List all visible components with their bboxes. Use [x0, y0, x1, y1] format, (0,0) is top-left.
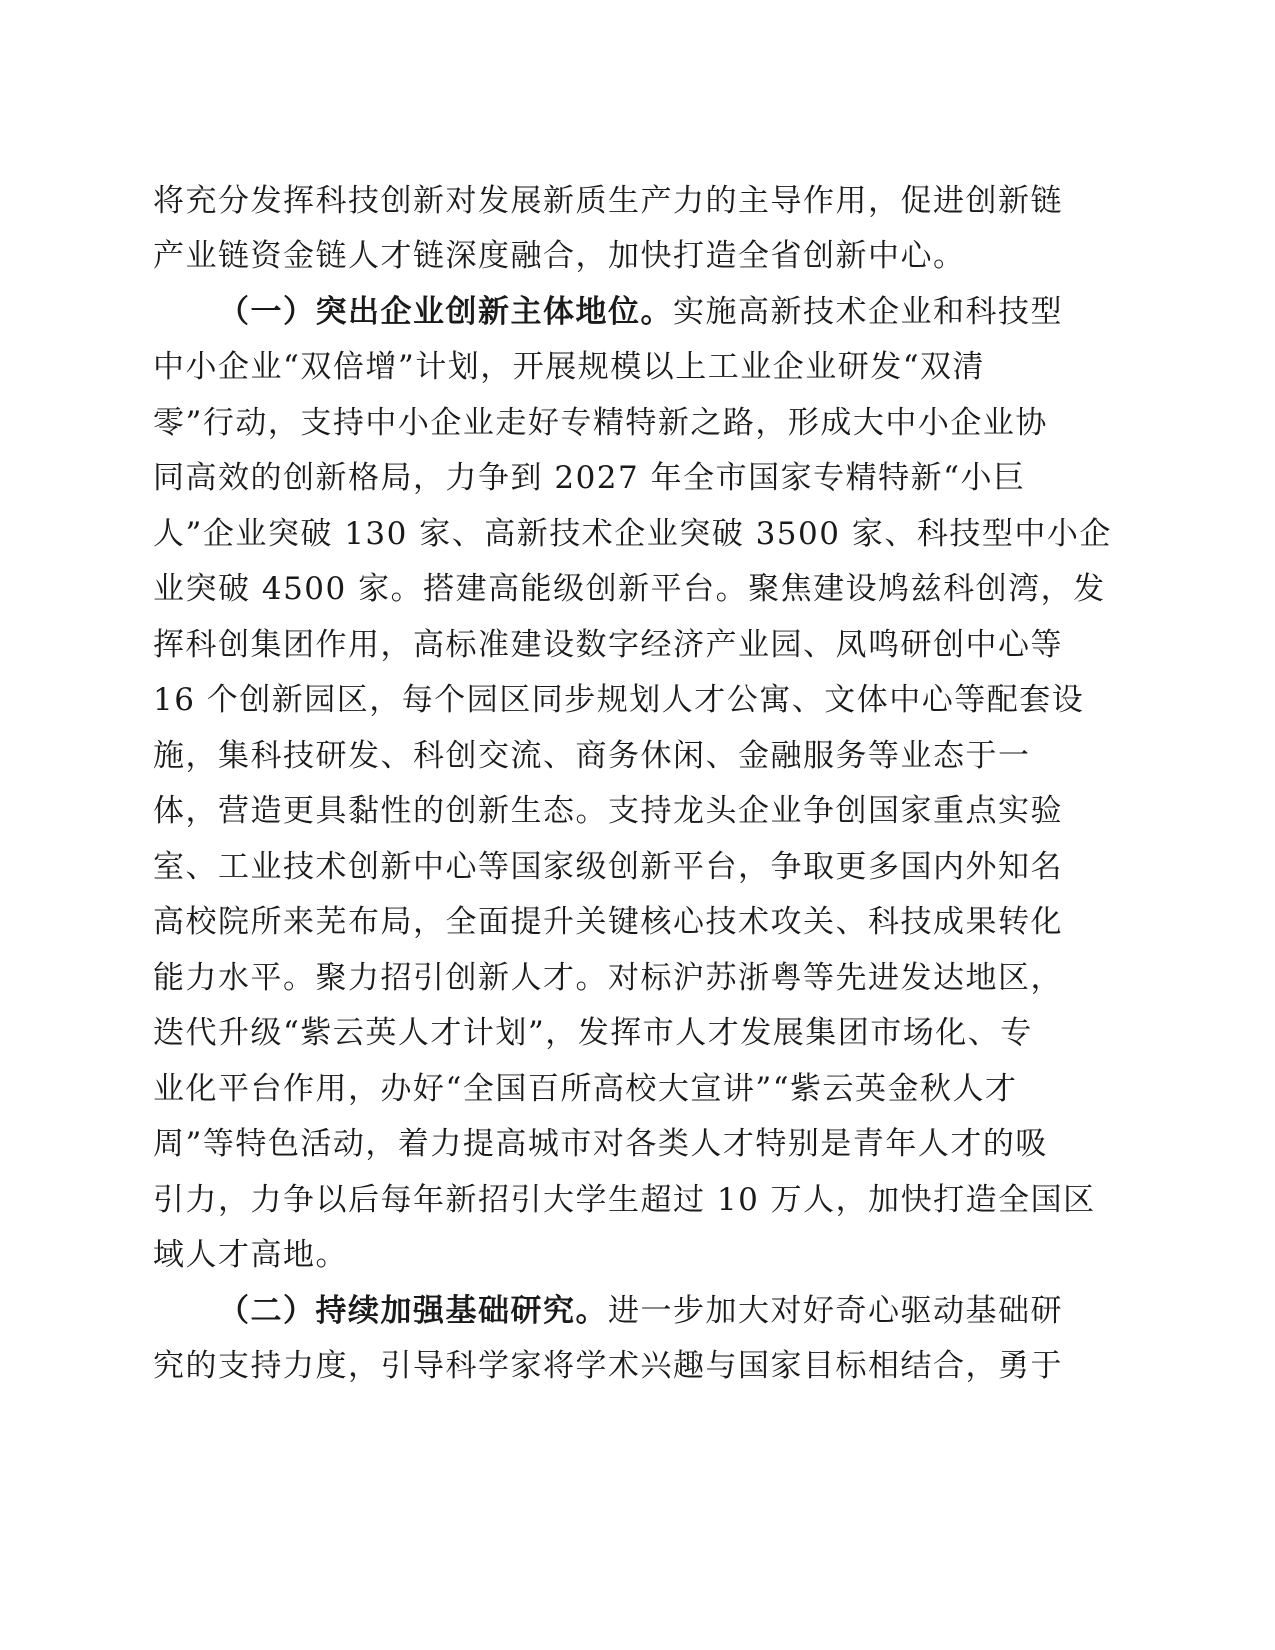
text-line: 同高效的创新格局，力争到 2027 年全市国家专精特新“小巨 [153, 460, 1026, 496]
section-heading-line [218, 290, 1118, 334]
text-line: 业化平台作用，办好“全国百所高校大宣讲”“紫云英金秋人才 [153, 1071, 1018, 1107]
text-line: 体，营造更具黏性的创新生态。支持龙头企业争创国家重点实验 [153, 793, 1063, 829]
section-heading-1: （一）突出企业创新主体地位。 [218, 294, 673, 330]
text-line: 室、工业技术创新中心等国家级创新平台，争取更多国内外知名 [153, 849, 1063, 885]
text-line: 能力水平。聚力招引创新人才。对标沪苏浙粤等先进发达地区， [153, 960, 1063, 996]
text-line: 产业链资金链人才链深度融合，加快打造全省创新中心。 [153, 238, 966, 274]
text-line: 将充分发挥科技创新对发展新质生产力的主导作用，促进创新链 [153, 183, 1063, 219]
text-line: 业突破 4500 家。搭建高能级创新平台。聚焦建设鸠兹科创湾，发 [153, 571, 1106, 607]
text-line: 中小企业“双倍增”计划，开展规模以上工业企业研发“双清 [153, 349, 986, 385]
section-heading-line [218, 1289, 1118, 1333]
text-run: 实施高新技术企业和科技型 [673, 294, 1063, 330]
text-line: 16 个创新园区，每个园区同步规划人才公寓、文体中心等配套设 [153, 682, 1085, 718]
text-line: 施，集科技研发、科创交流、商务休闲、金融服务等业态于一 [153, 738, 1031, 774]
text-line: 高校院所来芜布局，全面提升关键核心技术攻关、科技成果转化 [153, 904, 1063, 940]
text-line: 究的支持力度，引导科学家将学术兴趣与国家目标相结合，勇于 [153, 1348, 1063, 1384]
text-run: 进一步加大对好奇心驱动基础研 [608, 1293, 1063, 1329]
text-line: 周”等特色活动，着力提高城市对各类人才特别是青年人才的吸 [153, 1126, 1048, 1162]
text-line: 人”企业突破 130 家、高新技术企业突破 3500 家、科技型中小企 [153, 516, 1112, 552]
text-line: 引力，力争以后每年新招引大学生超过 10 万人，加快打造全国区 [153, 1182, 1096, 1218]
text-line: 迭代升级“紫云英人才计划”，发挥市人才发展集团市场化、专 [153, 1015, 1033, 1051]
text-line: 零”行动，支持中小企业走好专精特新之路，形成大中小企业协 [153, 405, 1048, 441]
section-heading-2: （二）持续加强基础研究。 [218, 1293, 608, 1329]
text-line: 挥科创集团作用，高标准建设数字经济产业园、凤鸣研创中心等 [153, 627, 1063, 663]
text-line: 域人才高地。 [153, 1237, 348, 1273]
